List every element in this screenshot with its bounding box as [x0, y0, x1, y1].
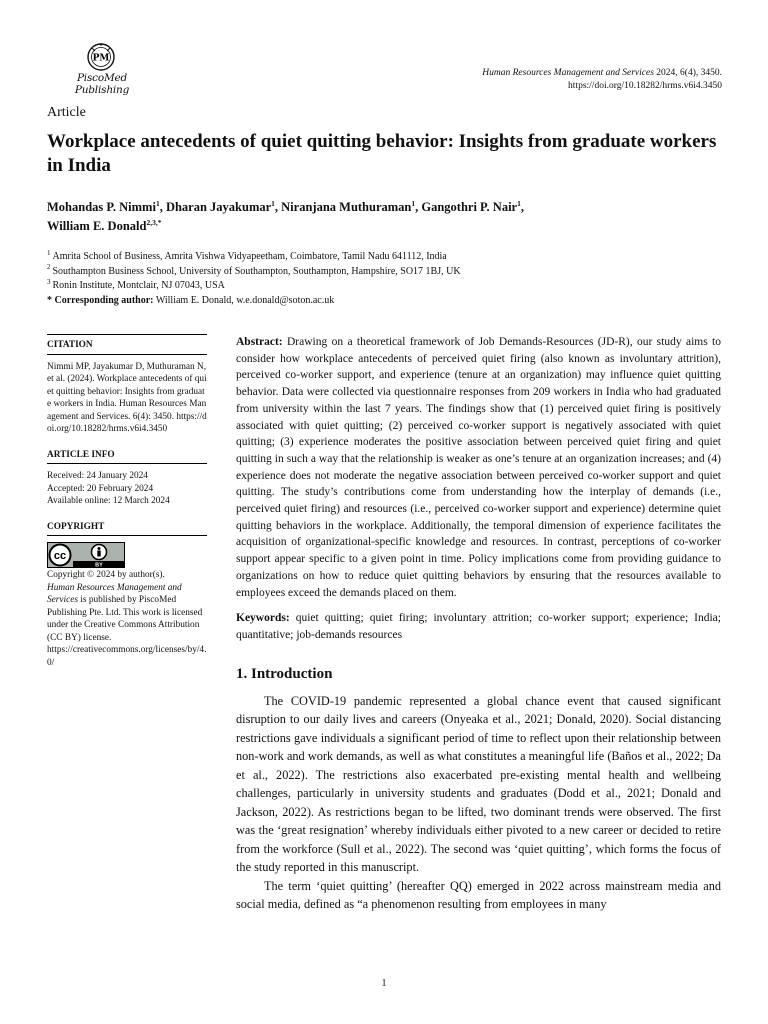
author-affil-sup: 1 — [155, 198, 160, 208]
copyright-statement — [47, 582, 207, 645]
author-affil-sup: 1 — [411, 198, 416, 208]
citation-text: Nimmi MP, Jayakumar D, Muthuraman N, et al. (2024). Workplace antecedents of quiet quitting behavior: Insights from graduate workers in India. Human Resources Management and Services. 6(4): 3450. https://doi.org/10.18282/hrms.v6i4.3450 — [47, 361, 207, 434]
affiliation-item — [47, 265, 727, 280]
main-column — [236, 334, 721, 914]
affiliation-item — [47, 250, 727, 265]
author-affil-sup: 1 — [271, 198, 275, 208]
author-list — [47, 198, 727, 236]
abstract-label: Abstract: — [236, 336, 283, 348]
received-date: Received: 24 January 2024 — [47, 471, 148, 481]
keywords-text: quiet quitting; quiet firing; involuntary attrition; co-worker support; experience; India; quantitative; job-demands resources — [236, 612, 721, 641]
cc-by-license-icon[interactable] — [47, 542, 125, 568]
article-info-heading: ARTICLE INFO — [47, 449, 207, 465]
author-name: Niranjana Muthuraman — [281, 200, 412, 214]
journal-name: Human Resources Management and Services — [482, 68, 654, 78]
copyright-line: Copyright © 2024 by author(s). — [47, 570, 165, 580]
author-separator: , — [520, 200, 524, 214]
author-affil-sup: 2,3,* — [146, 217, 162, 227]
body-paragraph: The COVID-19 pandemic represented a global chance event that caused significant disruption to our daily lives and careers (Onyeaka et al., 2021; Donald, 2020). Social distancing restrictions gave individuals a significant period of time to reflect upon their relationship between non-work and work demands, as well as what constitutes a meaningful life (Baños et al., 2022; Da et al., 2022). The restrictions also exacerbated pre-existing mental health and wellbeing challenges, particularly in university students and graduates (Dodd et al., 2021; Donald and Jackson, 2022). As restrictions began to be lifted, two dominant trends were observed. The first was the ‘great resignation’ whereby individuals either pivoted to a new career or decided to retire from the workforce (Sull et al., 2022). The second was ‘quiet quitting’, which forms the focus of the study reported in this manuscript. — [236, 693, 721, 875]
copyright-heading: COPYRIGHT — [47, 521, 207, 537]
body-paragraph: The term ‘quiet quitting’ (hereafter QQ) emerged in 2022 across mainstream media and social media, defined as “a phenomenon resulting from employees in many — [236, 878, 721, 912]
publisher-name: PiscoMed Publishing — [74, 72, 130, 96]
author-name: Gangothri P. Nair — [421, 200, 518, 214]
citation-heading: CITATION — [47, 339, 207, 355]
author-separator: , — [274, 200, 282, 214]
section-heading: 1. Introduction — [236, 665, 333, 682]
affiliation-sup: 3 — [47, 277, 51, 286]
corresponding-label: * Corresponding author: — [47, 294, 154, 306]
journal-citation: 2024, 6(4), 3450. — [653, 68, 722, 78]
corresponding-author — [47, 294, 727, 309]
author-name: Mohandas P. Nimmi — [47, 200, 156, 214]
keywords-label: Keywords: — [236, 612, 290, 625]
affiliation-sup: 2 — [47, 263, 51, 272]
affiliations — [47, 250, 727, 308]
by-label: BY — [95, 562, 103, 568]
copyright-rest: is published by PiscoMed Publishing Pte. Ltd. This work is licensed under the Creative Commons Attribution (CC BY) license. — [47, 595, 203, 643]
author-affil-sup: 1 — [517, 198, 521, 208]
affiliation-text: Ronin Institute, Montclair, NJ 07043, USA — [52, 280, 225, 291]
citation-block — [47, 339, 207, 436]
publisher-logo — [52, 42, 152, 96]
keywords — [236, 610, 721, 643]
accepted-date: Accepted: 20 February 2024 — [47, 483, 154, 494]
doi-link[interactable]: https://doi.org/10.18282/hrms.v6i4.3450 — [568, 80, 722, 91]
author-name: William E. Donald — [47, 219, 147, 233]
license-url[interactable]: https://creativecommons.org/licenses/by/4.0/ — [47, 645, 207, 668]
corresponding-text: William E. Donald, w.e.donald@soton.ac.uk — [153, 294, 335, 306]
journal-header — [482, 67, 722, 92]
page-number: 1 — [381, 978, 387, 989]
cc-label: cc — [53, 550, 67, 562]
author-separator: , — [415, 200, 422, 214]
author-separator: , — [159, 200, 166, 214]
article-type: Article — [47, 105, 86, 120]
publisher-emblem-icon — [86, 42, 116, 72]
abstract — [236, 334, 721, 601]
copyright-block — [47, 521, 207, 670]
author-name: Dharan Jayakumar — [165, 200, 272, 214]
paper-title: Workplace antecedents of quiet quitting behavior: Insights from graduate workers in India — [47, 131, 717, 176]
affiliation-text: Southampton Business School, University of Southampton, Southampton, Hampshire, SO17 1BJ, UK — [52, 265, 461, 277]
abstract-text: Drawing on a theoretical framework of Job Demands-Resources (JD-R), our study aims to consider how workplace antecedents of perceived quiet firing (also known as involuntary attrition), perceived co-worker support, and experience (tenure at an organization) may influence quiet quitting behavior. Data were collected via questionnaire responses from 209 workers in India who had graduated from university within the last 7 years. The findings show that (1) perceived quiet firing is positively associated with quiet quitting; (2) perceived co-worker support is negatively associated with quiet quitting; (3) experience moderates the positive association between perceived quiet firing and quiet quitting in such a way that the relationship is weaker as one’s tenure at an organization increases; and (4) experience does not moderate the negative association between perceived co-worker support and quiet quitting. The study’s contributions come from understanding how the interplay of demands (i.e., perceived quiet firing) and resources (i.e., perceived co-worker support and experience) determine quiet quitting behaviors in the workplace. Additionally, the temporal dimension of experience facilitates the acquisition of organizational-specific knowledge and resources. In contrast, perceptions of co-worker support appear specific to a given point in time. Policy implications come from providing guidance to organizations on how to reduce quiet quitting behaviors by ensuring that the resources available to employees exceed the demands placed on them. — [236, 336, 721, 599]
sidebar-top-rule — [47, 334, 207, 335]
affiliation-sup: 1 — [47, 248, 51, 257]
article-sidebar — [47, 334, 207, 682]
svg-text:PM: PM — [92, 53, 110, 64]
available-date: Available online: 12 March 2024 — [47, 496, 170, 506]
article-info-block — [47, 449, 207, 508]
affiliation-item — [47, 279, 727, 294]
copyright-journal: Human Resources Management and Services — [47, 582, 182, 605]
affiliation-text: Amrita School of Business, Amrita Vishwa Vidyapeetham, Coimbatore, Tamil Nadu 641112, India — [52, 251, 447, 262]
